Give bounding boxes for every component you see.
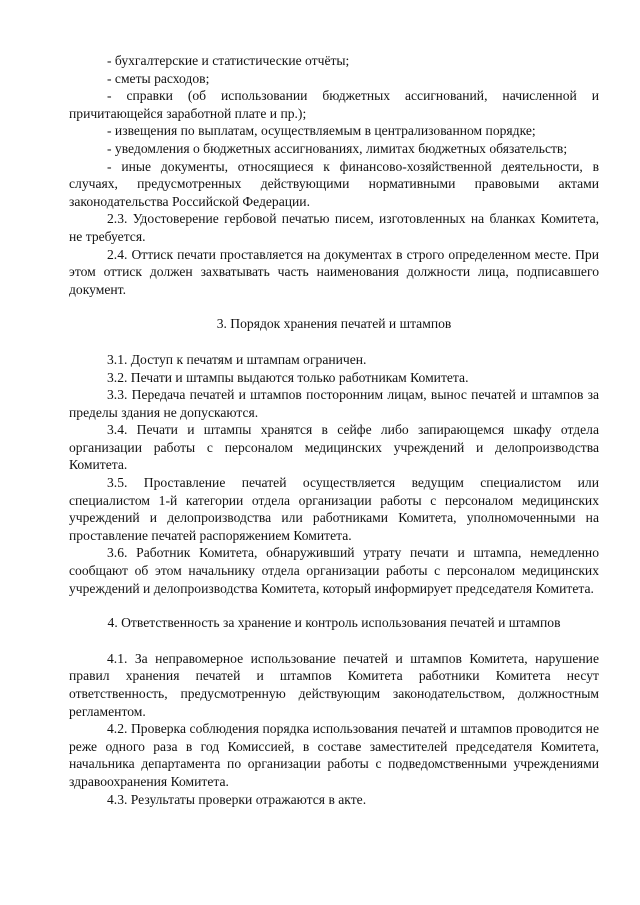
paragraph-3-5: 3.5. Проставление печатей осуществляется ведущим специалистом или специалистом 1-й категории отдела организации работы с персоналом медицинских учреждений и делопроизводства или работниками Комитета, уполномоченными на проставление печатей распоряжением Комитета.: [69, 475, 599, 543]
paragraph-3-3: 3.3. Передача печатей и штампов посторонним лицам, вынос печатей и штампов за пределы здания не допускаются.: [69, 387, 599, 420]
paragraph-2-3: 2.3. Удостоверение гербовой печатью писем, изготовленных на бланках Комитета, не требуется.: [69, 211, 599, 244]
document-body: [69, 52, 599, 808]
spacer: [69, 333, 599, 351]
paragraph-3-4: 3.4. Печати и штампы хранятся в сейфе либо запирающемся шкафу отдела организации работы с персоналом медицинских учреждений и делопроизводства Комитета.: [69, 422, 599, 473]
paragraph-2-4: 2.4. Оттиск печати проставляется на документах в строго определенном месте. При этом оттиск должен захватывать часть наименования должности лица, подписавшего документ.: [69, 246, 599, 297]
list-item: - иные документы, относящиеся к финансово-хозяйственной деятельности, в случаях, предусмотренных действующими нормативными правовыми актами законодательства Российской Федерации.: [69, 158, 599, 209]
list-item: - уведомления о бюджетных ассигнованиях, лимитах бюджетных обязательств;: [107, 140, 568, 156]
section-3-heading: 3. Порядок хранения печатей и штампов: [216, 316, 452, 332]
paragraph-3-6: 3.6. Работник Комитета, обнаруживший утрату печати и штампа, немедленно сообщают об этом начальнику отдела организации работы с персоналом медицинских учреждений и делопроизводства Комитета, который информирует председателя Комитета.: [69, 545, 599, 596]
paragraph-4-1: 4.1. За неправомерное использование печатей и штампов Комитета, нарушение правил хранения печатей и штампов Комитета работники Комитета несут ответственность, предусмотренную действующим законодательством, должностным регламентом.: [69, 650, 599, 719]
list-item: - справки (об использовании бюджетных ассигнований, начисленной и причитающейся заработной плате и пр.);: [69, 88, 599, 121]
spacer: [69, 298, 599, 315]
list-item: - бухгалтерские и статистические отчёты;: [107, 53, 350, 68]
spacer: [69, 597, 599, 614]
list-item: - извещения по выплатам, осуществляемым в централизованном порядке;: [107, 123, 536, 139]
list-item: - сметы расходов;: [107, 70, 210, 86]
paragraph-3-2: 3.2. Печати и штампы выдаются только работникам Комитета.: [107, 369, 469, 385]
paragraph-4-2: 4.2. Проверка соблюдения порядка использования печатей и штампов проводится не реже одного раза в год Комиссией, в составе заместителей председателя Комитета, начальника департамента по организации работы с подведомственными учреждениями здравоохранения Комитета.: [69, 721, 599, 789]
spacer: [69, 632, 599, 650]
section-4-heading: 4. Ответственность за хранение и контроль использования печатей и штампов: [107, 615, 561, 631]
paragraph-4-3: 4.3. Результаты проверки отражаются в акте.: [107, 791, 367, 807]
paragraph-3-1: 3.1. Доступ к печатям и штампам ограничен.: [107, 351, 367, 367]
